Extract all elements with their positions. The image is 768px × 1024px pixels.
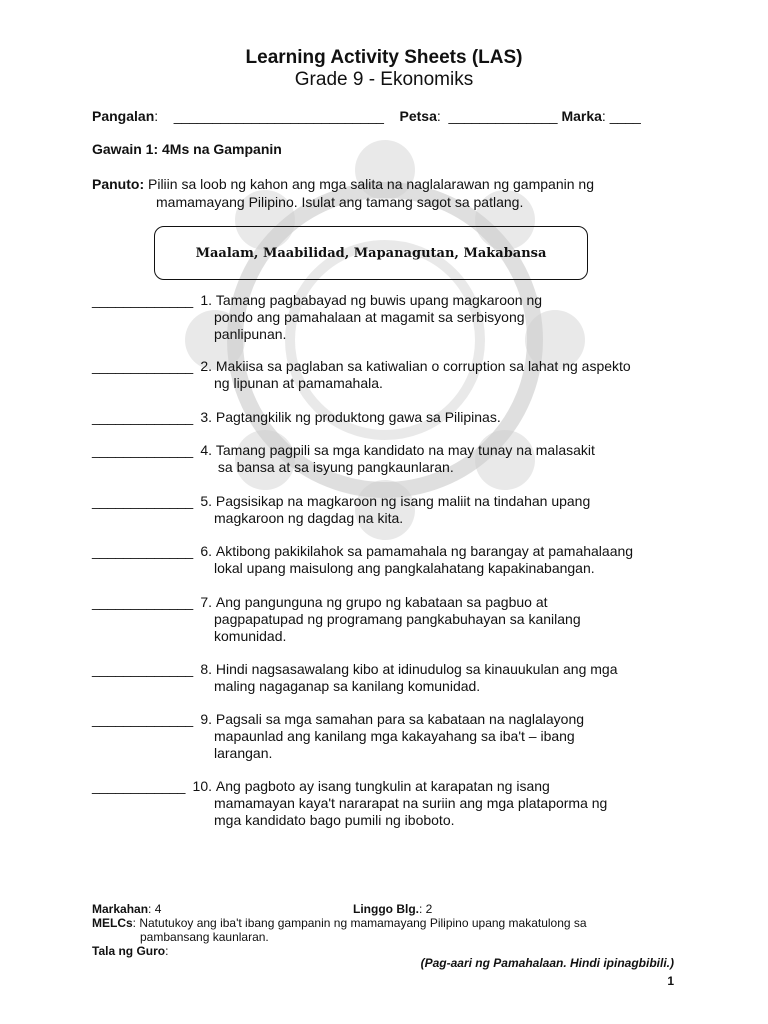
item-text-line: Tamang pagbabayad ng buwis upang magkaroon ng xyxy=(215,292,543,308)
item-text-line: Pagsali sa mga samahan para sa kabataan na naglalayong xyxy=(215,711,585,727)
item-text-line: mga kandidato bago pumili ng iboboto. xyxy=(214,812,455,828)
item-text-line: panlipunan. xyxy=(214,326,287,342)
item-text-line: lokal upang maisulong ang pangkalahatang kapakinabangan. xyxy=(214,560,595,576)
quarter-label: Markahan xyxy=(92,902,149,916)
instruction-line-1: Piliin sa loob ng kahon ang mga salita na naglalarawan ng gampanin ng xyxy=(148,176,594,192)
melc-line-1: Natutukoy ang iba't ibang gampanin ng mamamayang Pilipino upang makatulong sa xyxy=(139,916,587,930)
item-5 xyxy=(92,493,590,527)
item-10 xyxy=(92,778,607,829)
item-8 xyxy=(92,661,618,695)
page-number: 1 xyxy=(667,974,674,988)
name-label: Pangalan xyxy=(92,108,155,124)
item-text-line: maling nagaganap sa kanilang komunidad. xyxy=(214,678,481,694)
item-text-line: pondo ang pamahalaan at magamit sa serbisyong xyxy=(214,309,525,325)
date-label: Petsa xyxy=(399,108,437,124)
item-number: 6. xyxy=(200,543,212,559)
item-number: 3. xyxy=(200,409,212,425)
item-text-line: Makiisa sa paglaban sa katiwalian o corruption sa lahat ng aspekto xyxy=(215,358,631,374)
item-text-line: sa bansa at sa isyung pangkaunlaran. xyxy=(214,459,454,475)
instruction-line-2: mamamayang Pilipino. Isulat ang tamang sagot sa patlang. xyxy=(156,194,524,210)
melc-line-2: pambansang kaunlaran. xyxy=(140,930,269,944)
item-number: 2. xyxy=(200,358,212,374)
item-6 xyxy=(92,543,633,577)
item-text-line: Tamang pagpili sa mga kandidato na may tunay na malasakit xyxy=(215,442,595,458)
item-text-line: magkaroon ng dagdag na kita. xyxy=(214,510,404,526)
answer-blank[interactable]: _____________ xyxy=(92,594,194,610)
quarter-value: 4 xyxy=(154,902,162,916)
item-text-line: pagpapatupad ng programang pangkabuhayan sa kanilang xyxy=(214,611,581,627)
answer-blank[interactable]: ____________ xyxy=(92,778,186,794)
item-text-line: Ang pangunguna ng grupo ng kabataan sa pagbuo at xyxy=(215,594,548,610)
item-4 xyxy=(92,442,595,476)
instruction-label: Panuto: xyxy=(92,176,145,192)
student-info-line: Pangalan: ___________________________ Petsa: ______________ Marka: ____ xyxy=(92,108,641,124)
item-text-line: Pagsisikap na magkaroon ng isang maliit na tindahan upang xyxy=(215,493,591,509)
item-7 xyxy=(92,594,581,645)
item-3 xyxy=(92,409,501,426)
item-text-line: komunidad. xyxy=(214,628,287,644)
date-blank: ______________ xyxy=(448,108,558,124)
item-text-line: Pagtangkilik ng produktong gawa sa Pilipinas. xyxy=(215,409,501,425)
answer-blank[interactable]: _____________ xyxy=(92,409,194,425)
word-choices-box xyxy=(154,226,588,280)
item-text-line: Aktibong pakikilahok sa pamamahala ng barangay at pamahalaang xyxy=(215,543,634,559)
word-choices: Maalam, Maabilidad, Mapanagutan, Makabansa xyxy=(195,245,547,261)
answer-blank[interactable]: _____________ xyxy=(92,493,194,509)
item-text-line: mamamayan kaya't nararapat na suriin ang mga plataporma ng xyxy=(214,795,608,811)
item-number: 4. xyxy=(200,442,212,458)
ownership-note: (Pag-aari ng Pamahalaan. Hindi ipinagbibili.) xyxy=(420,956,674,970)
quarter-week-line: Markahan: 4 xyxy=(92,902,162,916)
item-text-line: Hindi nagsasawalang kibo at idinudulog sa kinauukulan ang mga xyxy=(215,661,618,677)
answer-blank[interactable]: _____________ xyxy=(92,292,194,308)
score-blank: ____ xyxy=(609,108,641,124)
answer-blank[interactable]: _____________ xyxy=(92,543,194,559)
item-number: 10. xyxy=(192,778,212,794)
instructions xyxy=(92,175,692,211)
activity-title: Gawain 1: 4Ms na Gampanin xyxy=(92,141,282,157)
item-1 xyxy=(92,292,542,343)
item-text-line: mapaunlad ang kanilang mga kakayahang sa iba't – ibang xyxy=(214,728,575,744)
score-label: Marka xyxy=(561,108,602,124)
answer-blank[interactable]: _____________ xyxy=(92,711,194,727)
answer-blank[interactable]: _____________ xyxy=(92,358,194,374)
item-2 xyxy=(92,358,631,392)
answer-blank[interactable]: _____________ xyxy=(92,661,194,677)
document-subtitle: Grade 9 - Ekonomiks xyxy=(294,69,474,90)
item-number: 1. xyxy=(200,292,212,308)
item-text-line: ng lipunan at pamamahala. xyxy=(214,375,383,391)
teacher-note: Tala ng Guro: xyxy=(92,944,169,958)
melc-block: MELCs: Natutukoy ang iba't ibang gampanin ng mamamayang Pilipino upang makatulong sa pambansang kaunlaran. xyxy=(92,916,587,944)
item-9 xyxy=(92,711,584,762)
name-blank: ___________________________ xyxy=(173,108,384,124)
melc-label: MELCs xyxy=(92,916,133,930)
item-number: 8. xyxy=(200,661,212,677)
teacher-label: Tala ng Guro xyxy=(92,944,166,958)
answer-blank[interactable]: _____________ xyxy=(92,442,194,458)
week-info: Linggo Blg.: 2 xyxy=(353,902,433,916)
item-number: 7. xyxy=(200,594,212,610)
item-number: 5. xyxy=(200,493,212,509)
week-label: Linggo Blg. xyxy=(353,902,419,916)
item-text-line: larangan. xyxy=(214,745,273,761)
week-value: 2 xyxy=(425,902,433,916)
item-number: 9. xyxy=(200,711,212,727)
item-text-line: Ang pagboto ay isang tungkulin at karapatan ng isang xyxy=(215,778,550,794)
document-title: Learning Activity Sheets (LAS) xyxy=(245,47,523,68)
